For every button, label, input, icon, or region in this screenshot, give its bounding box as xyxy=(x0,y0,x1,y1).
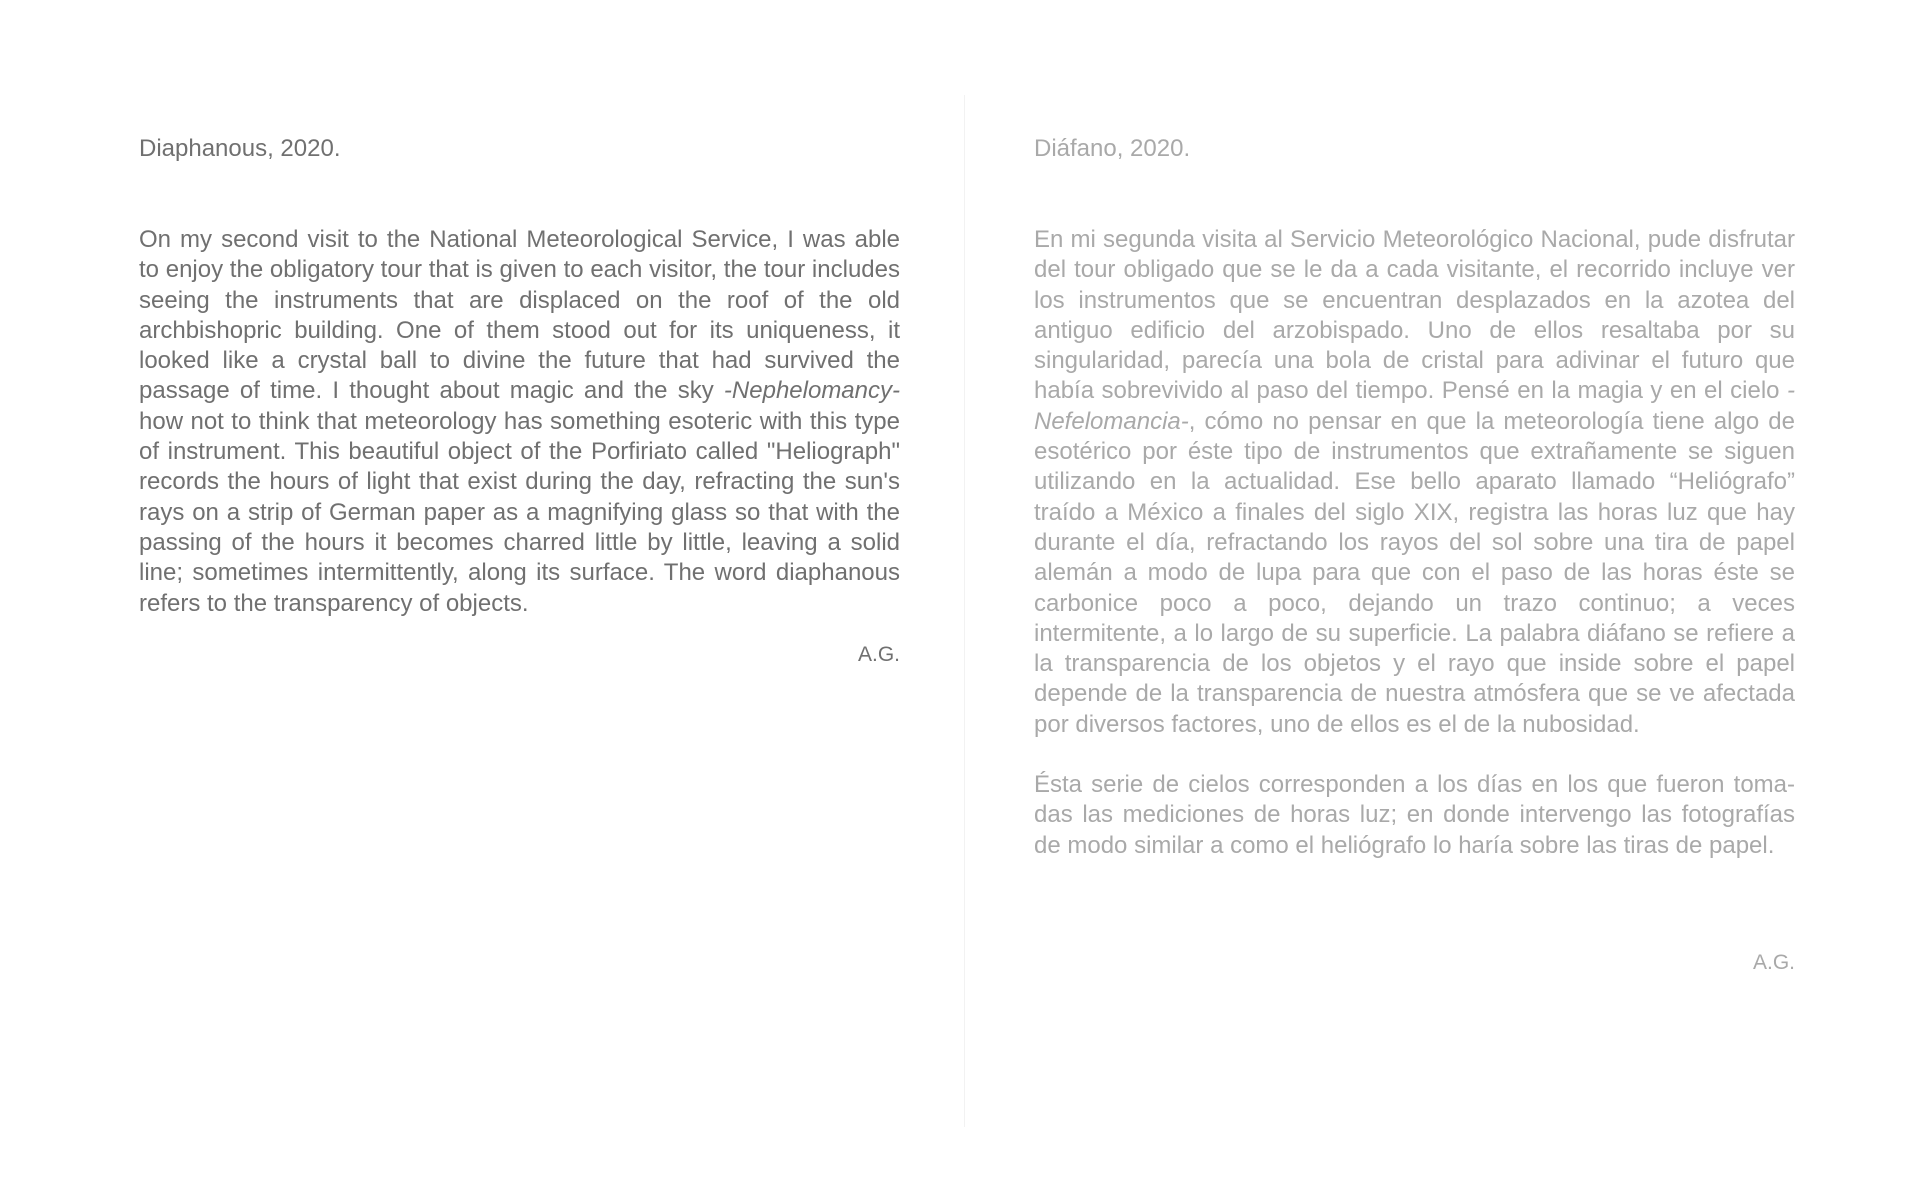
spanish-title: Diáfano, 2020. xyxy=(1034,135,1191,162)
spanish-paragraph-2: Ésta serie de cielos corresponden a los días en los que fueron tomadas las mediciones de horas luz; en donde intervengo las fotografías de modo similar a como el heliógrafo lo haría sobre las tiras de papel. xyxy=(1034,771,1795,859)
english-title: Diaphanous, 2020. xyxy=(139,135,341,162)
english-paragraph-text-start: On my second visit to the National Meteorological Service, I was able to enjoy the obligatory tour that is given to each visitor, the tour includes seeing the instruments that are displaced on the roof of the old archbishopric building. One of them stood out for its uniqueness, it looked like a crystal ball to divine the future that had survived the passage of time. I thought about magic and the sky xyxy=(139,226,900,405)
english-column xyxy=(139,134,900,669)
spanish-signature: A.G. xyxy=(1752,950,1795,974)
spanish-column xyxy=(1034,134,1795,977)
english-paragraph xyxy=(139,225,900,619)
spanish-paragraph-1 xyxy=(1034,225,1795,740)
english-signature: A.G. xyxy=(857,642,900,666)
spanish-paragraph-text-start: En mi segunda visita al Servicio Meteorológico Nacional, pude disfrutar del tour obligado que se le da a cada visitante, el recorrido incluye ver los instrumentos que se encuentran desplazados en la azotea del antiguo edificio del arzobispado. Uno de ellos resaltaba por su singularidad, parecía una bola de cristal para adivinar el futuro que había sobrevivido al paso del tiempo. Pensé en la magia y en el cielo xyxy=(1034,226,1795,405)
english-paragraph-text-end: how not to think that meteorology has something esoteric with this type of instrument. This beautiful object of the Porfiriato called "Heliograph" records the hours of light that exist during the day, refracting the sun's rays on a strip of German paper as a magnifying glass so that with the passing of the hours it becomes charred little by little, leaving a solid line; sometimes intermittently, along its surface. The word diaphanous refers to the transparency of objects. xyxy=(139,407,900,617)
column-divider xyxy=(964,95,965,1127)
spanish-italic-term: -Nefelomancia- xyxy=(1034,377,1795,435)
english-italic-term: -Nephelomancy- xyxy=(723,377,900,405)
spanish-paragraph-text-end: , cómo no pensar en que la meteorología tiene algo de esotérico por éste tipo de instrumentos que extrañamente se siguen utilizando en la actualidad. Ese bello aparato llamado “Heliógrafo” traído a México a finales del siglo XIX, registra las horas luz que hay durante el día, refractando los rayos del sol sobre una tira de papel alemán a modo de lupa para que con el paso de las horas éste se carbonice poco a poco, dejando un trazo continuo; a veces intermitente, a lo largo de su superficie. La palabra diáfano se refiere a la transparencia de los objetos y el rayo que inside sobre el papel depende de la transparencia de nuestra atmósfera que se ve afectada por diversos factores, uno de ellos es el de la nubosidad. xyxy=(1034,407,1795,738)
